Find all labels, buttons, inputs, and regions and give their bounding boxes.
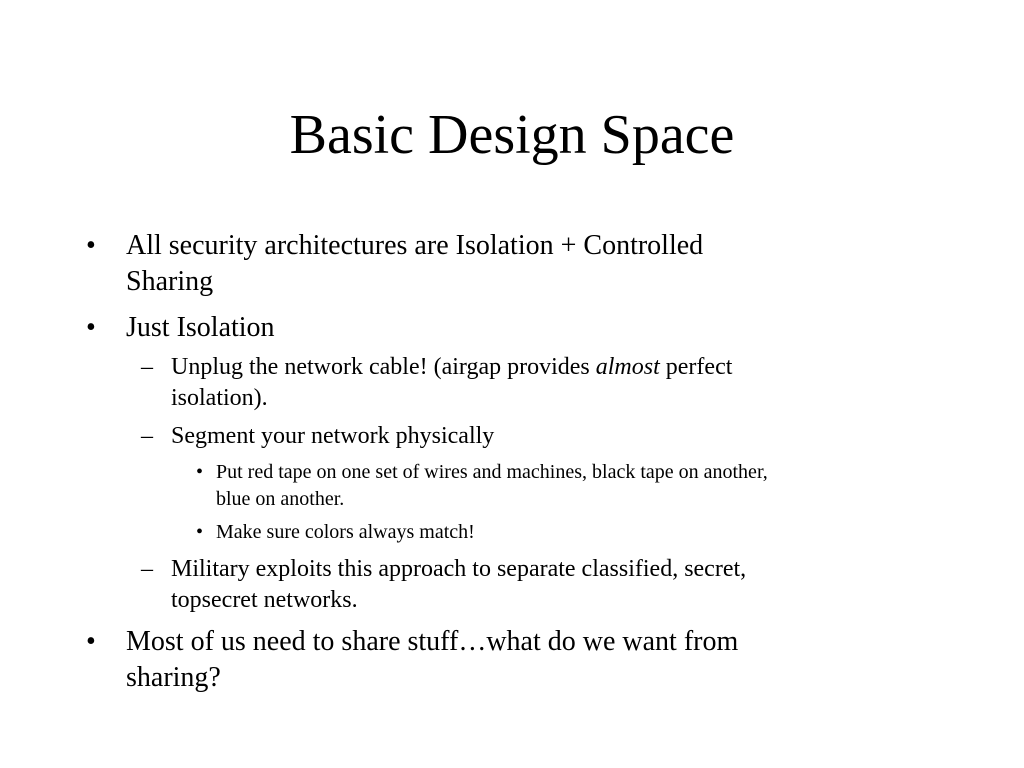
bullet-marker: • <box>86 312 96 343</box>
dash-text-segment: perfect <box>659 354 733 380</box>
dash-marker: – <box>141 423 153 449</box>
bullet-text-line: All security architectures are Isolation + Controlled <box>126 230 704 261</box>
dash-text-line: Military exploits this approach to separate classified, secret, <box>171 556 747 582</box>
sub-bullet-text-line: Put red tape on one set of wires and machines, black tape on another, <box>216 461 768 483</box>
dash-text-line: topsecret networks. <box>171 587 358 613</box>
dash-text-line: isolation). <box>171 385 268 411</box>
sub-bullet-text-line: Make sure colors always match! <box>216 521 475 543</box>
slide-title: Basic Design Space <box>289 104 735 166</box>
bullet-text-line: Sharing <box>126 266 214 297</box>
sub-bullet-text-line: blue on another. <box>216 488 345 510</box>
dash-text-line: Segment your network physically <box>171 423 495 449</box>
bullet-text-line: Most of us need to share stuff…what do we want from <box>126 626 739 657</box>
dash-text-line <box>171 352 891 383</box>
bullet-marker: • <box>86 230 96 261</box>
dash-marker: – <box>141 556 153 582</box>
dash-marker: – <box>141 354 153 380</box>
sub-bullet-marker: • <box>196 521 204 543</box>
bullet-text-line: sharing? <box>126 662 221 693</box>
bullet-marker: • <box>86 626 96 657</box>
emphasis-text: almost <box>595 354 660 380</box>
bullet-text-line: Just Isolation <box>126 312 275 343</box>
sub-bullet-marker: • <box>196 461 204 483</box>
dash-text-segment: Unplug the network cable! (airgap provides <box>171 354 596 380</box>
